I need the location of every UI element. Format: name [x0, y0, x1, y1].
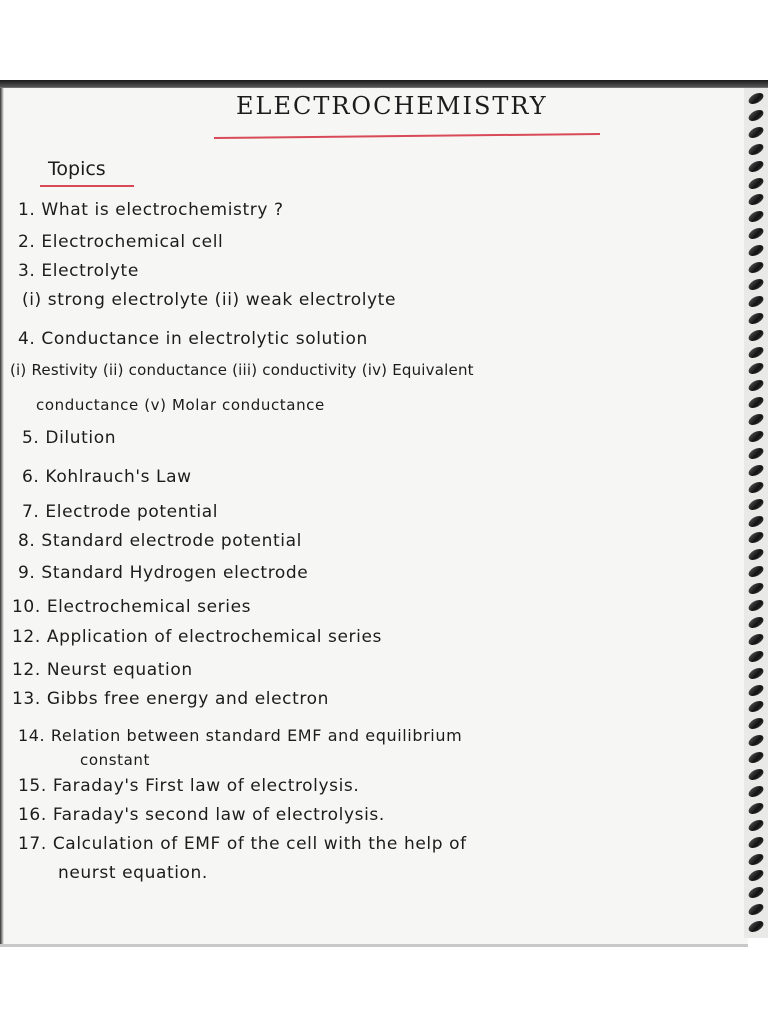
topic-line: 2. Electrochemical cell — [18, 232, 224, 252]
spiral-ring — [747, 699, 765, 714]
spiral-ring — [747, 665, 765, 680]
spiral-ring — [747, 564, 765, 579]
spiral-ring — [747, 361, 765, 376]
topic-line: 16. Faraday's second law of electrolysis. — [18, 805, 385, 825]
topic-line: (i) strong electrolyte (ii) weak electrolyte — [22, 290, 397, 310]
spiral-ring — [747, 294, 765, 309]
page-left-edge — [0, 88, 4, 944]
spiral-ring — [747, 682, 765, 697]
spiral-ring — [747, 496, 765, 511]
spiral-ring — [747, 344, 765, 359]
topic-line: 17. Calculation of EMF of the cell with the help of — [18, 834, 467, 854]
spiral-ring — [747, 784, 765, 799]
spiral-ring — [747, 463, 765, 478]
spiral-ring — [747, 750, 765, 765]
spiral-ring — [747, 277, 765, 292]
spiral-ring — [747, 479, 765, 494]
spiral-ring — [747, 868, 765, 883]
topic-line: 9. Standard Hydrogen electrode — [18, 563, 309, 583]
spiral-ring — [747, 260, 765, 275]
page-title: ELECTROCHEMISTRY — [236, 92, 548, 120]
topic-line: 15. Faraday's First law of electrolysis. — [18, 776, 360, 796]
topic-line: 1. What is electrochemistry ? — [18, 200, 284, 220]
topic-line: 3. Electrolyte — [18, 261, 139, 281]
spiral-ring — [747, 513, 765, 528]
spiral-ring — [747, 716, 765, 731]
spiral-ring — [747, 547, 765, 562]
spiral-ring — [747, 648, 765, 663]
spiral-ring — [747, 530, 765, 545]
spiral-ring — [747, 817, 765, 832]
spiral-ring — [747, 192, 765, 207]
spiral-ring — [747, 141, 765, 156]
spiral-ring — [747, 158, 765, 173]
spiral-ring — [747, 209, 765, 224]
spiral-ring — [747, 91, 765, 106]
spiral-ring — [747, 446, 765, 461]
topic-line: 13. Gibbs free energy and electron — [12, 689, 329, 709]
spiral-ring — [747, 412, 765, 427]
topic-line: neurst equation. — [58, 863, 208, 883]
spiral-ring — [747, 632, 765, 647]
spiral-ring — [747, 919, 765, 934]
spiral-ring — [747, 851, 765, 866]
spiral-ring — [747, 767, 765, 782]
topic-line: 5. Dilution — [22, 428, 117, 448]
spiral-ring — [747, 615, 765, 630]
spiral-ring — [747, 885, 765, 900]
spiral-ring — [747, 834, 765, 849]
topic-line: conductance (v) Molar conductance — [36, 396, 325, 414]
heading-underline — [40, 185, 134, 187]
spiral-ring — [747, 108, 765, 123]
topic-line: 7. Electrode potential — [22, 502, 219, 522]
spiral-ring — [747, 902, 765, 917]
spiral-ring — [747, 310, 765, 325]
topic-line: 4. Conductance in electrolytic solution — [18, 329, 368, 349]
topic-line: 6. Kohlrauch's Law — [22, 467, 192, 487]
spiral-ring — [747, 429, 765, 444]
spiral-ring — [747, 175, 765, 190]
topics-heading: Topics — [48, 158, 106, 180]
topic-line: constant — [80, 751, 151, 769]
spiral-ring — [747, 801, 765, 816]
spiral-ring — [747, 243, 765, 258]
topic-line: 10. Electrochemical series — [12, 597, 252, 617]
topic-line: 12. Application of electrochemical series — [12, 627, 382, 647]
topic-line: 12. Neurst equation — [12, 660, 193, 680]
topic-line: (i) Restivity (ii) conductance (iii) conductivity (iv) Equivalent — [10, 361, 474, 379]
spiral-ring — [747, 581, 765, 596]
spiral-ring — [747, 125, 765, 140]
topic-line: 8. Standard electrode potential — [18, 531, 302, 551]
spiral-ring — [747, 327, 765, 342]
photo-background — [0, 0, 768, 82]
spiral-ring — [747, 598, 765, 613]
spiral-binding — [744, 88, 768, 938]
spiral-ring — [747, 226, 765, 241]
spiral-ring — [747, 378, 765, 393]
spiral-ring — [747, 395, 765, 410]
spiral-ring — [747, 733, 765, 748]
topic-line: 14. Relation between standard EMF and equilibrium — [18, 726, 463, 745]
